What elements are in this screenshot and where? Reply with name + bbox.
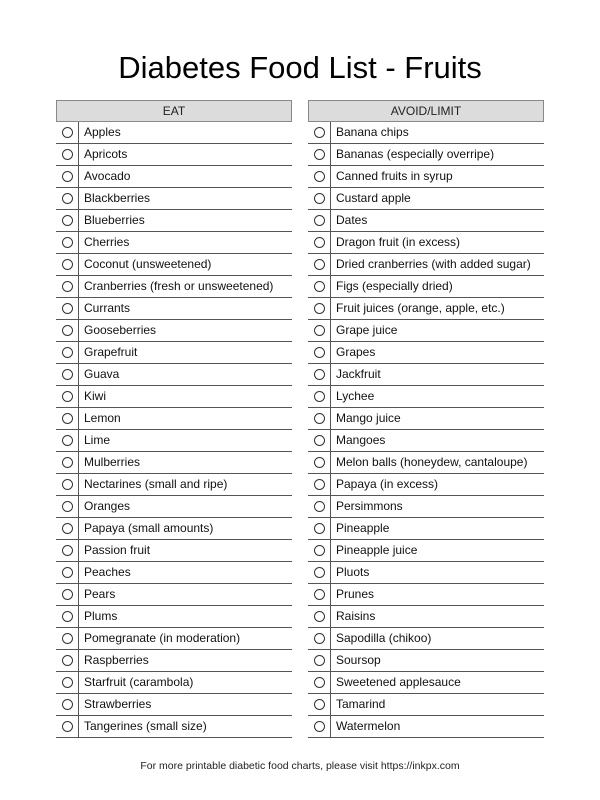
checkbox-circle-icon[interactable] xyxy=(314,193,325,204)
avoid-list-item xyxy=(308,342,544,364)
avoid-list-item xyxy=(308,606,544,628)
checkbox-circle-icon[interactable] xyxy=(62,677,73,688)
eat-item-label: Strawberries xyxy=(84,697,152,711)
avoid-list-item xyxy=(308,430,544,452)
avoid-list-item xyxy=(308,122,544,144)
avoid-item-label: Papaya (in excess) xyxy=(336,477,439,491)
avoid-list-item xyxy=(308,276,544,298)
checkbox-cell xyxy=(56,188,79,209)
eat-item-label: Coconut (unsweetened) xyxy=(84,257,212,271)
checkbox-cell xyxy=(56,540,79,561)
checkbox-cell xyxy=(56,166,79,187)
eat-item-label: Guava xyxy=(84,367,120,381)
checkbox-circle-icon[interactable] xyxy=(62,193,73,204)
eat-item-label: Apricots xyxy=(84,147,128,161)
checkbox-cell xyxy=(56,496,79,517)
eat-item-label: Nectarines (small and ripe) xyxy=(84,477,228,491)
checkbox-circle-icon[interactable] xyxy=(62,523,73,534)
checkbox-cell xyxy=(56,342,79,363)
eat-list-item xyxy=(56,386,292,408)
checkbox-cell xyxy=(56,716,79,737)
checkbox-circle-icon[interactable] xyxy=(314,523,325,534)
eat-item-label: Passion fruit xyxy=(84,543,151,557)
checkbox-cell xyxy=(56,364,79,385)
checkbox-circle-icon[interactable] xyxy=(62,369,73,380)
eat-list-item xyxy=(56,452,292,474)
page-title: Diabetes Food List - Fruits xyxy=(118,50,482,85)
eat-item-label: Cranberries (fresh or unsweetened) xyxy=(84,279,274,293)
checkbox-circle-icon[interactable] xyxy=(62,237,73,248)
checkbox-cell xyxy=(308,474,331,495)
eat-item-label: Starfruit (carambola) xyxy=(84,675,194,689)
checkbox-circle-icon[interactable] xyxy=(314,281,325,292)
checkbox-circle-icon[interactable] xyxy=(62,391,73,402)
checkbox-cell xyxy=(56,232,79,253)
eat-list-item xyxy=(56,276,292,298)
eat-item-label: Blueberries xyxy=(84,213,145,227)
eat-item-label: Oranges xyxy=(84,499,131,513)
avoid-item-label: Custard apple xyxy=(336,191,411,205)
avoid-list xyxy=(308,122,544,738)
checkbox-cell xyxy=(308,232,331,253)
checkbox-circle-icon[interactable] xyxy=(314,303,325,314)
checkbox-cell xyxy=(56,144,79,165)
checkbox-cell xyxy=(56,584,79,605)
checkbox-cell xyxy=(308,298,331,319)
checkbox-cell xyxy=(308,694,331,715)
avoid-list-item xyxy=(308,254,544,276)
eat-item-label: Pomegranate (in moderation) xyxy=(84,631,241,645)
checkbox-cell xyxy=(308,562,331,583)
avoid-list-item xyxy=(308,364,544,386)
checkbox-circle-icon[interactable] xyxy=(62,611,73,622)
checkbox-circle-icon[interactable] xyxy=(62,259,73,270)
eat-item-label: Gooseberries xyxy=(84,323,157,337)
checkbox-circle-icon[interactable] xyxy=(62,699,73,710)
eat-list-item xyxy=(56,254,292,276)
checkbox-cell xyxy=(308,452,331,473)
checkbox-circle-icon[interactable] xyxy=(314,435,325,446)
avoid-item-label: Banana chips xyxy=(336,125,409,139)
checkbox-circle-icon[interactable] xyxy=(314,237,325,248)
eat-list-item xyxy=(56,496,292,518)
checkbox-circle-icon[interactable] xyxy=(314,677,325,688)
avoid-item-label: Watermelon xyxy=(336,719,401,733)
avoid-item-label: Bananas (especially overripe) xyxy=(336,147,495,161)
eat-list-item xyxy=(56,298,292,320)
checkbox-circle-icon[interactable] xyxy=(62,457,73,468)
eat-item-label: Cherries xyxy=(84,235,130,249)
avoid-item-label: Sapodilla (chikoo) xyxy=(336,631,432,645)
eat-list-item xyxy=(56,408,292,430)
eat-item-label: Tangerines (small size) xyxy=(84,719,207,733)
checkbox-cell xyxy=(56,474,79,495)
avoid-item-label: Mangoes xyxy=(336,433,386,447)
eat-item-label: Avocado xyxy=(84,169,131,183)
checkbox-cell xyxy=(56,518,79,539)
checkbox-cell xyxy=(56,562,79,583)
checkbox-cell xyxy=(308,496,331,517)
avoid-list-item xyxy=(308,144,544,166)
avoid-list-item xyxy=(308,518,544,540)
eat-list-item xyxy=(56,716,292,738)
eat-list-item xyxy=(56,232,292,254)
eat-list-item xyxy=(56,166,292,188)
checkbox-circle-icon[interactable] xyxy=(314,369,325,380)
checkbox-cell xyxy=(308,320,331,341)
checkbox-cell xyxy=(308,628,331,649)
avoid-list-item xyxy=(308,210,544,232)
checkbox-circle-icon[interactable] xyxy=(62,347,73,358)
eat-list-item xyxy=(56,694,292,716)
eat-item-label: Papaya (small amounts) xyxy=(84,521,214,535)
checkbox-cell xyxy=(56,430,79,451)
checkbox-circle-icon[interactable] xyxy=(314,721,325,732)
avoid-list-item xyxy=(308,628,544,650)
avoid-item-label: Prunes xyxy=(336,587,375,601)
avoid-list-item xyxy=(308,562,544,584)
checkbox-circle-icon[interactable] xyxy=(314,501,325,512)
checkbox-circle-icon[interactable] xyxy=(314,171,325,182)
checkbox-circle-icon[interactable] xyxy=(314,391,325,402)
avoid-item-label: Mango juice xyxy=(336,411,401,425)
eat-list-item xyxy=(56,672,292,694)
avoid-list-item xyxy=(308,672,544,694)
avoid-list-item xyxy=(308,474,544,496)
avoid-item-label: Pineapple xyxy=(336,521,390,535)
eat-list-item xyxy=(56,562,292,584)
avoid-item-label: Dried cranberries (with added sugar) xyxy=(336,257,531,271)
avoid-item-label: Pineapple juice xyxy=(336,543,418,557)
avoid-item-label: Dates xyxy=(336,213,368,227)
eat-list-item xyxy=(56,144,292,166)
checkbox-circle-icon[interactable] xyxy=(314,347,325,358)
eat-item-label: Plums xyxy=(84,609,118,623)
eat-list-item xyxy=(56,518,292,540)
avoid-item-label: Pluots xyxy=(336,565,370,579)
checkbox-cell xyxy=(56,650,79,671)
eat-list-item xyxy=(56,540,292,562)
checkbox-cell xyxy=(308,672,331,693)
avoid-list-item xyxy=(308,584,544,606)
avoid-list-item xyxy=(308,716,544,738)
checkbox-circle-icon[interactable] xyxy=(314,215,325,226)
checkbox-cell xyxy=(308,430,331,451)
checkbox-cell xyxy=(56,694,79,715)
avoid-item-label: Soursop xyxy=(336,653,381,667)
checkbox-circle-icon[interactable] xyxy=(314,457,325,468)
checkbox-circle-icon[interactable] xyxy=(314,699,325,710)
checkbox-circle-icon[interactable] xyxy=(314,149,325,160)
checkbox-cell xyxy=(308,342,331,363)
avoid-item-label: Grapes xyxy=(336,345,376,359)
checkbox-circle-icon[interactable] xyxy=(62,281,73,292)
eat-item-label: Lemon xyxy=(84,411,121,425)
avoid-column xyxy=(308,100,544,738)
checkbox-cell xyxy=(56,254,79,275)
eat-item-label: Peaches xyxy=(84,565,131,579)
eat-item-label: Currants xyxy=(84,301,131,315)
avoid-column-header: AVOID/LIMIT xyxy=(308,100,544,122)
checkbox-circle-icon[interactable] xyxy=(62,501,73,512)
eat-list-item xyxy=(56,188,292,210)
eat-column xyxy=(56,100,292,738)
checkbox-circle-icon[interactable] xyxy=(62,479,73,490)
checkbox-cell xyxy=(308,210,331,231)
checkbox-circle-icon[interactable] xyxy=(314,127,325,138)
checkbox-circle-icon[interactable] xyxy=(62,303,73,314)
checkbox-cell xyxy=(56,628,79,649)
checkbox-circle-icon[interactable] xyxy=(62,149,73,160)
eat-list xyxy=(56,122,292,738)
checkbox-circle-icon[interactable] xyxy=(62,567,73,578)
avoid-list-item xyxy=(308,408,544,430)
avoid-list-item xyxy=(308,320,544,342)
avoid-list-item xyxy=(308,452,544,474)
checkbox-cell xyxy=(308,166,331,187)
avoid-item-label: Jackfruit xyxy=(336,367,381,381)
checkbox-circle-icon[interactable] xyxy=(314,545,325,556)
avoid-item-label: Canned fruits in syrup xyxy=(336,169,453,183)
checkbox-cell xyxy=(308,144,331,165)
checkbox-cell xyxy=(56,276,79,297)
checkbox-cell xyxy=(308,364,331,385)
checkbox-cell xyxy=(56,452,79,473)
avoid-item-label: Fruit juices (orange, apple, etc.) xyxy=(336,301,505,315)
checkbox-circle-icon[interactable] xyxy=(62,413,73,424)
checkbox-cell xyxy=(56,672,79,693)
checkbox-circle-icon[interactable] xyxy=(314,611,325,622)
avoid-list-item xyxy=(308,166,544,188)
eat-item-label: Blackberries xyxy=(84,191,151,205)
avoid-item-label: Melon balls (honeydew, cantaloupe) xyxy=(336,455,528,469)
checkbox-circle-icon[interactable] xyxy=(314,479,325,490)
checkbox-cell xyxy=(308,254,331,275)
avoid-list-item xyxy=(308,694,544,716)
checkbox-cell xyxy=(308,650,331,671)
eat-list-item xyxy=(56,584,292,606)
checkbox-circle-icon[interactable] xyxy=(314,655,325,666)
avoid-list-item xyxy=(308,496,544,518)
checkbox-circle-icon[interactable] xyxy=(62,215,73,226)
eat-item-label: Kiwi xyxy=(84,389,107,403)
eat-item-label: Mulberries xyxy=(84,455,141,469)
avoid-item-label: Figs (especially dried) xyxy=(336,279,453,293)
avoid-item-label: Tamarind xyxy=(336,697,386,711)
eat-list-item xyxy=(56,474,292,496)
avoid-item-label: Grape juice xyxy=(336,323,398,337)
avoid-item-label: Raisins xyxy=(336,609,376,623)
checkbox-circle-icon[interactable] xyxy=(314,259,325,270)
checkbox-circle-icon[interactable] xyxy=(62,655,73,666)
checkbox-cell xyxy=(308,408,331,429)
checkbox-circle-icon[interactable] xyxy=(314,589,325,600)
checkbox-cell xyxy=(308,584,331,605)
checkbox-cell xyxy=(308,188,331,209)
eat-list-item xyxy=(56,606,292,628)
eat-item-label: Raspberries xyxy=(84,653,149,667)
eat-item-label: Pears xyxy=(84,587,116,601)
checkbox-cell xyxy=(308,276,331,297)
checkbox-cell xyxy=(56,386,79,407)
checkbox-circle-icon[interactable] xyxy=(314,413,325,424)
checkbox-cell xyxy=(308,122,331,143)
eat-item-label: Apples xyxy=(84,125,121,139)
avoid-list-item xyxy=(308,188,544,210)
avoid-item-label: Dragon fruit (in excess) xyxy=(336,235,461,249)
checkbox-cell xyxy=(56,210,79,231)
checkbox-circle-icon[interactable] xyxy=(62,435,73,446)
footer-note: For more printable diabetic food charts, please visit https://inkpx.com xyxy=(140,760,460,772)
checkbox-cell xyxy=(308,540,331,561)
eat-list-item xyxy=(56,650,292,672)
checkbox-cell xyxy=(56,408,79,429)
eat-list-item xyxy=(56,342,292,364)
checkbox-cell xyxy=(56,298,79,319)
checkbox-circle-icon[interactable] xyxy=(62,589,73,600)
eat-list-item xyxy=(56,364,292,386)
checkbox-cell xyxy=(308,606,331,627)
eat-list-item xyxy=(56,628,292,650)
checkbox-circle-icon[interactable] xyxy=(62,325,73,336)
checkbox-cell xyxy=(308,716,331,737)
eat-list-item xyxy=(56,430,292,452)
avoid-list-item xyxy=(308,540,544,562)
avoid-item-label: Persimmons xyxy=(336,499,403,513)
eat-list-item xyxy=(56,320,292,342)
checkbox-circle-icon[interactable] xyxy=(62,127,73,138)
checkbox-circle-icon[interactable] xyxy=(314,567,325,578)
avoid-list-item xyxy=(308,232,544,254)
avoid-item-label: Lychee xyxy=(336,389,375,403)
avoid-list-item xyxy=(308,386,544,408)
checkbox-cell xyxy=(308,518,331,539)
avoid-list-item xyxy=(308,298,544,320)
checkbox-circle-icon[interactable] xyxy=(314,633,325,644)
eat-column-header: EAT xyxy=(56,100,292,122)
avoid-item-label: Sweetened applesauce xyxy=(336,675,461,689)
checkbox-circle-icon[interactable] xyxy=(62,721,73,732)
checkbox-circle-icon[interactable] xyxy=(62,171,73,182)
avoid-list-item xyxy=(308,650,544,672)
eat-list-item xyxy=(56,210,292,232)
eat-list-item xyxy=(56,122,292,144)
checkbox-circle-icon[interactable] xyxy=(62,633,73,644)
checkbox-cell xyxy=(308,386,331,407)
checkbox-cell xyxy=(56,606,79,627)
eat-item-label: Lime xyxy=(84,433,111,447)
checkbox-circle-icon[interactable] xyxy=(62,545,73,556)
checkbox-cell xyxy=(56,122,79,143)
checkbox-circle-icon[interactable] xyxy=(314,325,325,336)
eat-item-label: Grapefruit xyxy=(84,345,138,359)
checkbox-cell xyxy=(56,320,79,341)
